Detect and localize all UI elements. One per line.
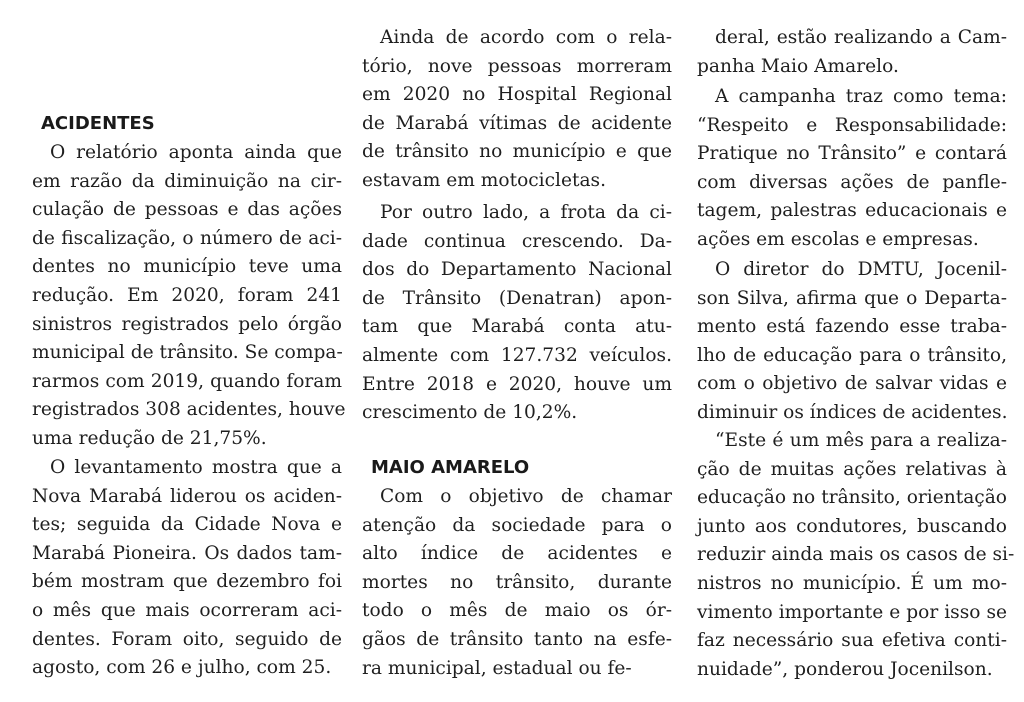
- section-heading: ACIDENTES: [41, 113, 155, 134]
- text-line: culação de pessoas e das ações: [32, 199, 342, 221]
- text-line: tam que Marabá conta atu-: [362, 316, 672, 338]
- text-line: em 2020 no Hospital Regional: [362, 84, 672, 106]
- text-line: rarmos com 2019, quando foram: [32, 370, 342, 392]
- text-line: de trânsito no município e que: [362, 141, 672, 163]
- text-line: com diversas ações de panfle-: [697, 171, 1007, 193]
- text-line: estavam em motocicletas.: [362, 170, 607, 191]
- text-line: dentes. Foram oito, seguido de: [32, 628, 342, 650]
- text-line: dentes no município teve uma: [32, 256, 342, 278]
- text-line: diminuir os índices de acidentes.: [697, 402, 1008, 423]
- text-line: mento está fazendo esse traba-: [697, 316, 1007, 338]
- text-line: o mês que mais ocorreram aci-: [32, 600, 342, 621]
- text-line: crescimento de 10,2%.: [362, 402, 578, 424]
- text-line: dade continua crescendo. Da-: [362, 230, 672, 252]
- text-line: com o objetivo de salvar vidas e: [697, 373, 1007, 395]
- text-line: em razão da diminuição na cir-: [32, 170, 342, 192]
- text-line: son Silva, afirma que o Departa-: [697, 287, 1007, 309]
- text-line: de Marabá vítimas de acidente: [362, 112, 672, 134]
- text-line: todo o mês de maio os ór-: [362, 600, 672, 622]
- text-line: Entre 2018 e 2020, houve um: [362, 373, 672, 395]
- text-line: junto aos condutores, buscando: [697, 515, 1007, 537]
- text-line: registrados 308 acidentes, houve: [32, 399, 346, 421]
- text-line: tagem, palestras educacionais e: [697, 200, 1007, 222]
- text-line: faz necessário sua efetiva conti-: [697, 630, 1007, 652]
- text-line: O levantamento mostra que a: [50, 457, 342, 478]
- text-line: “Respeito e Responsabilidade:: [697, 114, 1007, 136]
- text-line: ações em escolas e empresas.: [697, 229, 979, 250]
- text-line: tório, nove pessoas morreram: [362, 55, 672, 77]
- text-line: uma redução de 21,75%.: [32, 428, 267, 449]
- text-line: de Trânsito (Denatran) apon-: [362, 287, 672, 309]
- text-line: ra municipal, estadual ou fe-: [362, 657, 632, 679]
- text-line: panha Maio Amarelo.: [697, 55, 899, 77]
- text-line: ção de muitas ações relativas à: [697, 458, 1007, 480]
- text-line: mortes no trânsito, durante: [362, 571, 672, 593]
- text-line: Nova Marabá liderou os aciden-: [32, 485, 342, 507]
- text-line: redução. Em 2020, foram 241: [32, 285, 342, 306]
- text-line: sinistros registrados pelo órgão: [32, 313, 342, 335]
- text-line: gãos de trânsito tanto na esfe-: [362, 629, 672, 650]
- text-line: atenção da sociedade para o: [362, 514, 672, 536]
- text-line: Ainda de acordo com o rela-: [380, 27, 672, 48]
- text-line: dos do Departamento Nacional: [362, 259, 672, 281]
- text-line: Com o objetivo de chamar: [380, 486, 672, 507]
- section-heading: MAIO AMARELO: [371, 457, 530, 478]
- text-line: de fiscalização, o número de aci-: [32, 227, 342, 249]
- text-line: educação no trânsito, orientação: [697, 487, 1007, 509]
- text-line: agosto, com 26 e julho, com 25.: [32, 657, 332, 679]
- text-line: “Este é um mês para a realiza-: [715, 430, 1007, 451]
- text-line: O diretor do DMTU, Jocenil-: [715, 259, 1007, 280]
- text-line: Pratique no Trânsito” e contará: [697, 143, 1007, 165]
- text-line: vimento importante e por isso se: [697, 601, 1007, 623]
- text-line: municipal de trânsito. Se compa-: [32, 342, 343, 364]
- text-line: tes; seguida da Cidade Nova e: [32, 514, 342, 536]
- text-line: nistros no município. É um mo-: [697, 573, 1007, 594]
- text-line: Marabá Pioneira. Os dados tam-: [32, 542, 342, 564]
- text-line: almente com 127.732 veículos.: [362, 345, 672, 366]
- text-line: A campanha traz como tema:: [715, 86, 1007, 107]
- text-line: Por outro lado, a frota da ci-: [380, 202, 672, 223]
- text-line: bém mostram que dezembro foi: [32, 571, 342, 593]
- text-line: alto índice de acidentes e: [362, 543, 672, 565]
- text-line: reduzir ainda mais os casos de si-: [697, 544, 1015, 566]
- text-line: nuidade”, ponderou Jocenilson.: [697, 658, 993, 680]
- text-line: lho de educação para o trânsito,: [697, 344, 1007, 366]
- text-line: deral, estão realizando a Cam-: [715, 27, 1007, 48]
- text-line: O relatório aponta ainda que: [50, 142, 342, 163]
